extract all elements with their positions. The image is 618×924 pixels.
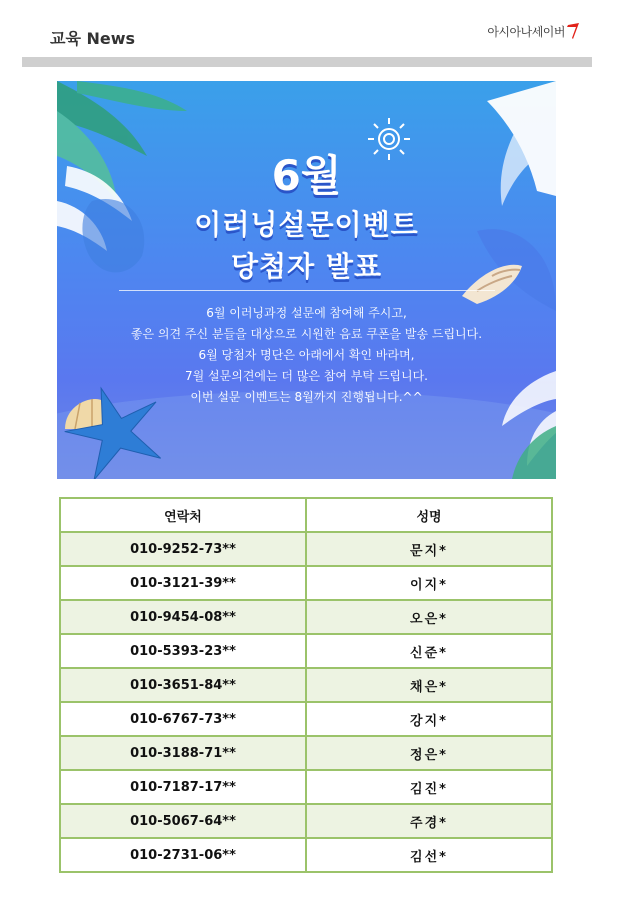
name-cell: 신준* xyxy=(306,634,552,668)
name-cell: 김선* xyxy=(306,838,552,872)
phone-cell: 010-3188-71** xyxy=(60,736,306,770)
banner-message-line: 7월 설문의견에는 더 많은 참여 부탁 드립니다. xyxy=(185,369,428,383)
phone-cell: 010-9252-73** xyxy=(60,532,306,566)
banner-message xyxy=(57,303,556,408)
phone-cell: 010-3121-39** xyxy=(60,566,306,600)
header-divider xyxy=(22,57,592,67)
name-cell: 채은* xyxy=(306,668,552,702)
phone-cell: 010-5393-23** xyxy=(60,634,306,668)
name-cell: 오은* xyxy=(306,600,552,634)
phone-cell: 010-9454-08** xyxy=(60,600,306,634)
phone-cell: 010-5067-64** xyxy=(60,804,306,838)
name-cell: 김진* xyxy=(306,770,552,804)
phone-cell: 010-6767-73** xyxy=(60,702,306,736)
banner-title-line2: 당첨자 발표 xyxy=(231,250,382,283)
name-cell: 문지* xyxy=(306,532,552,566)
phone-cell: 010-3651-84** xyxy=(60,668,306,702)
banner-message-line: 좋은 의견 주신 분들을 대상으로 시원한 음료 쿠폰을 발송 드립니다. xyxy=(130,327,483,341)
banner-month: 6월 xyxy=(271,151,342,200)
name-cell: 주경* xyxy=(306,804,552,838)
column-header-name: 성명 xyxy=(306,498,552,532)
table-row xyxy=(60,804,552,838)
brand-wing-icon xyxy=(566,22,580,40)
table-row xyxy=(60,600,552,634)
banner-message-line: 6월 당첨자 명단은 아래에서 확인 바라며, xyxy=(198,348,415,362)
table-row xyxy=(60,634,552,668)
page-title: 교육 News xyxy=(50,29,136,48)
winners-table xyxy=(59,497,553,873)
event-banner xyxy=(57,81,556,479)
table-row xyxy=(60,736,552,770)
table-row xyxy=(60,532,552,566)
name-cell: 정은* xyxy=(306,736,552,770)
table-row xyxy=(60,838,552,872)
table-row xyxy=(60,770,552,804)
brand-name: 아시아나세이버 xyxy=(487,25,565,39)
banner-divider xyxy=(119,290,495,291)
table-row xyxy=(60,566,552,600)
name-cell: 강지* xyxy=(306,702,552,736)
brand-logo xyxy=(487,22,580,40)
name-cell: 이지* xyxy=(306,566,552,600)
table-row xyxy=(60,668,552,702)
banner-message-line: 이번 설문 이벤트는 8월까지 진행됩니다.^^ xyxy=(190,390,423,404)
phone-cell: 010-2731-06** xyxy=(60,838,306,872)
column-header-phone: 연락처 xyxy=(60,498,306,532)
phone-cell: 010-7187-17** xyxy=(60,770,306,804)
banner-message-line: 6월 이러닝과정 설문에 참여해 주시고, xyxy=(206,306,407,320)
table-header-row xyxy=(60,498,552,532)
table-row xyxy=(60,702,552,736)
banner-title-line1: 이러닝설문이벤트 xyxy=(194,208,419,241)
page-header xyxy=(0,0,618,56)
